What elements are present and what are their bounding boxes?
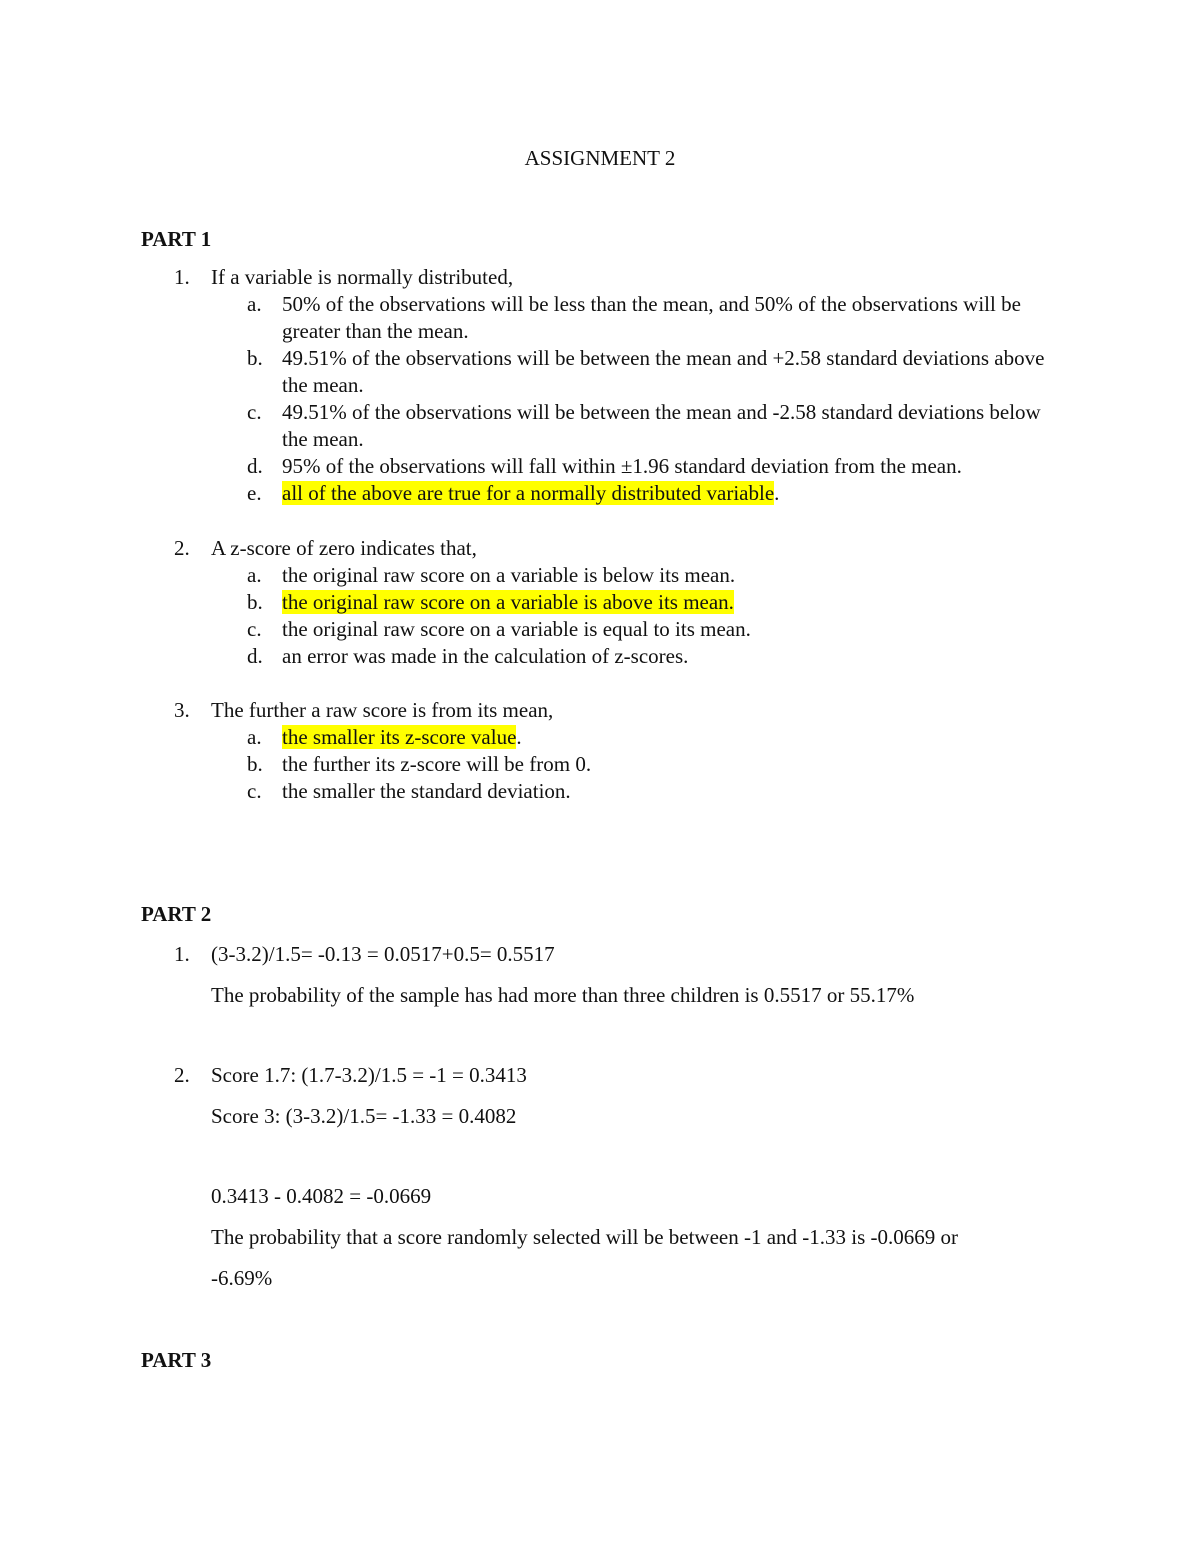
- option-text: 95% of the observations will fall within ±1.96 standard deviation from the mean.: [282, 454, 962, 478]
- calculation-line: Score 1.7: (1.7-3.2)/1.5 = -1 = 0.3413: [211, 1063, 527, 1087]
- part-2-heading: PART 2: [141, 902, 212, 926]
- part-2-answer-1: [141, 934, 1081, 1016]
- question-number: 2.: [174, 536, 190, 560]
- question-number: 1.: [174, 265, 190, 289]
- option-text: the smaller the standard deviation.: [282, 779, 571, 803]
- option-d: d. an error was made in the calculation of z-scores.: [247, 644, 689, 668]
- option-text: an error was made in the calculation of z-scores.: [282, 644, 689, 668]
- part-2-answer-2: [141, 1055, 1081, 1137]
- calculation-line: 0.3413 - 0.4082 = -0.0669: [211, 1184, 432, 1208]
- option-d: d. 95% of the observations will fall within ±1.96 standard deviation from the mean.: [247, 454, 962, 478]
- option-a: a. 50% of the observations will be less than the mean, and 50% of the observations will be greater than the mean.: [247, 292, 1021, 343]
- question-number: 1.: [174, 942, 190, 966]
- highlighted-answer: the original raw score on a variable is above its mean.: [282, 590, 734, 614]
- question-2: [141, 535, 1061, 670]
- part-3-heading: PART 3: [141, 1348, 212, 1372]
- answer-statement-continued: -6.69%: [211, 1266, 273, 1290]
- part-1-heading: PART 1: [141, 227, 212, 251]
- question-text: The further a raw score is from its mean,: [211, 698, 554, 722]
- calculation-line: Score 3: (3-3.2)/1.5= -1.33 = 0.4082: [211, 1104, 517, 1128]
- page-title: ASSIGNMENT 2: [524, 146, 676, 170]
- option-c: c. the smaller the standard deviation.: [247, 779, 571, 803]
- option-text: the original raw score on a variable is equal to its mean.: [282, 617, 751, 641]
- option-b: b. 49.51% of the observations will be between the mean and +2.58 standard deviations above the mean.: [247, 346, 1045, 397]
- question-3: [141, 697, 1061, 805]
- option-text: the further its z-score will be from 0.: [282, 752, 592, 776]
- option-c: c. the original raw score on a variable is equal to its mean.: [247, 617, 751, 641]
- highlighted-answer: the smaller its z-score value: [282, 725, 517, 749]
- question-text: A z-score of zero indicates that,: [211, 536, 477, 560]
- option-text: 49.51% of the observations will be between the mean and +2.58 standard deviations above the mean.: [282, 346, 1045, 397]
- option-text: the original raw score on a variable is below its mean.: [282, 563, 736, 587]
- option-a: a. the original raw score on a variable is below its mean.: [247, 563, 736, 587]
- answer-statement: The probability of the sample has had more than three children is 0.5517 or 55.17%: [211, 983, 915, 1007]
- question-number: 2.: [174, 1063, 190, 1087]
- option-text: 50% of the observations will be less than the mean, and 50% of the observations will be greater than the mean.: [282, 292, 1021, 343]
- option-b: b. the further its z-score will be from 0.: [247, 752, 592, 776]
- question-1: [141, 264, 1061, 507]
- question-text: If a variable is normally distributed,: [211, 265, 514, 289]
- option-a: a. the smaller its z-score value.: [247, 725, 522, 749]
- option-e: e. all of the above are true for a normally distributed variable.: [247, 481, 780, 505]
- part-2-answer-2-result: [141, 1176, 1081, 1299]
- calculation-line: (3-3.2)/1.5= -0.13 = 0.0517+0.5= 0.5517: [211, 942, 555, 966]
- highlighted-answer: all of the above are true for a normally distributed variable: [282, 481, 775, 505]
- answer-statement: The probability that a score randomly selected will be between -1 and -1.33 is -0.0669 or: [211, 1225, 959, 1249]
- option-b: b. the original raw score on a variable is above its mean.: [247, 590, 734, 614]
- option-c: c. 49.51% of the observations will be between the mean and -2.58 standard deviations below the mean.: [247, 400, 1041, 451]
- option-text: 49.51% of the observations will be between the mean and -2.58 standard deviations below the mean.: [282, 400, 1041, 451]
- question-number: 3.: [174, 698, 190, 722]
